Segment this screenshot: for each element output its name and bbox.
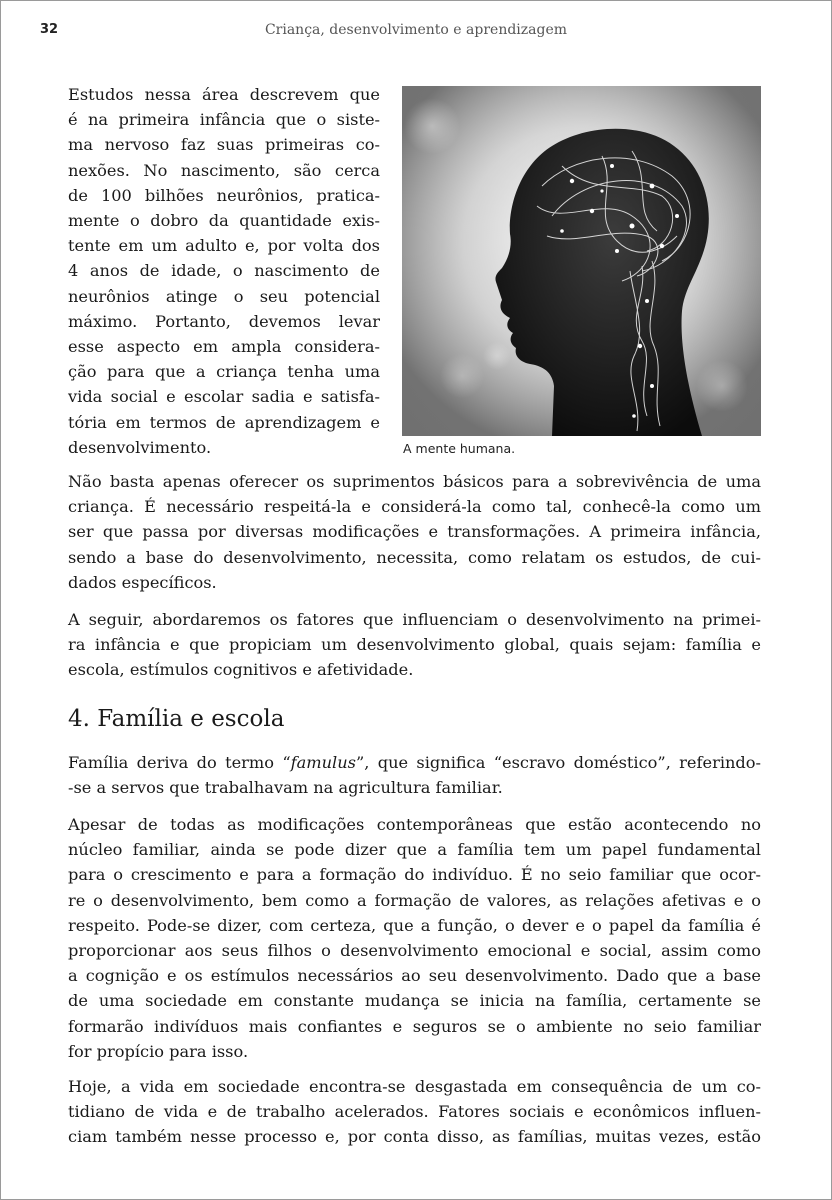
text-line: A seguir, abordaremos os fatores que influenciam o desenvolvimento na primei-	[68, 610, 761, 629]
paragraph	[68, 812, 761, 1064]
page-number: 32	[40, 22, 59, 37]
text-line: Apesar de todas as modificações contemporâneas que estão acontecendo no	[68, 815, 761, 834]
text-line: respeito. Pode-se dizer, com certeza, que a função, o dever e o papel da família é	[68, 915, 761, 935]
text-line: proporcionar aos seus filhos o desenvolvimento emocional e social, assim como	[68, 941, 761, 961]
intro-paragraph	[68, 82, 380, 460]
text-line	[68, 750, 761, 775]
text-line: neurônios atinge o seu potencial	[68, 286, 380, 306]
text-line: tidiano de vida e de trabalho acelerados. Fatores sociais e econômicos influen-	[68, 1102, 761, 1122]
text-line: Não basta apenas oferecer os suprimentos básicos para a sobrevivência de uma	[68, 472, 761, 491]
text-line: de 100 bilhões neurônios, pratica-	[68, 185, 380, 205]
section-heading: 4. Família e escola	[68, 706, 285, 732]
text-line: ciam também nesse processo e, por conta disso, as famílias, muitas vezes, estão	[68, 1127, 761, 1147]
text-line: escola, estímulos cognitivos e afetividade.	[68, 660, 414, 680]
text-line: tente em um adulto e, por volta dos	[68, 236, 380, 256]
text-line: ção para que a criança tenha uma	[68, 362, 380, 382]
text-line: Hoje, a vida em sociedade encontra-se desgastada em consequência de um co-	[68, 1077, 761, 1096]
text-line: dados específicos.	[68, 572, 217, 592]
running-title: Criança, desenvolvimento e aprendizagem	[264, 22, 568, 38]
human-head-illustration	[402, 86, 761, 436]
text-line: núcleo familiar, ainda se pode dizer que a família tem um papel fundamental	[68, 840, 761, 860]
text-line: vida social e escolar sadia e satisfa-	[68, 387, 380, 407]
text-line: de uma sociedade em constante mudança se inicia na família, certamente se	[68, 991, 761, 1011]
text-line: ra infância e que propiciam um desenvolvimento global, quais sejam: família e	[68, 635, 761, 655]
text-line: tória em termos de aprendizagem e	[68, 412, 380, 432]
text-line: mente o dobro da quantidade exis-	[68, 211, 380, 231]
text-line: a cognição e os estímulos necessários ao seu desenvolvimento. Dado que a base	[68, 966, 761, 986]
text-line: ser que passa por diversas modificações e transformações. A primeira infância,	[68, 522, 761, 542]
text-line: é na primeira infância que o siste-	[68, 110, 380, 130]
text-line: re o desenvolvimento, bem como a formação de valores, as relações afetivas e o	[68, 890, 761, 910]
text-line: esse aspecto em ampla considera-	[68, 337, 380, 357]
paragraph	[68, 1074, 761, 1150]
text-line: nexões. No nascimento, são cerca	[68, 160, 380, 180]
text-line: criança. É necessário respeitá-la e considerá-la como tal, conhecê-la como um	[68, 497, 761, 517]
paragraph	[68, 607, 761, 683]
text-line: formarão indivíduos mais confiantes e seguros se o ambiente no seio familiar	[68, 1016, 761, 1036]
text-run: ”, que significa “escravo doméstico”, referindo-	[355, 753, 761, 772]
paragraph	[68, 750, 761, 800]
text-line: para o crescimento e para a formação do indivíduo. É no seio familiar que ocor-	[68, 865, 761, 885]
page-header	[0, 22, 832, 42]
text-run: Família deriva do termo “	[68, 753, 291, 772]
text-line: ma nervoso faz suas primeiras co-	[68, 135, 380, 155]
text-line: desenvolvimento.	[68, 437, 212, 457]
text-line: for propício para isso.	[68, 1041, 249, 1061]
text-line: Estudos nessa área descrevem que	[68, 85, 380, 104]
italic-term: famulus	[290, 753, 356, 772]
figure-caption: A mente humana.	[403, 441, 516, 456]
text-line: 4 anos de idade, o nascimento de	[68, 261, 380, 281]
paragraph	[68, 469, 761, 595]
brain-figure	[402, 86, 761, 436]
text-line: sendo a base do desenvolvimento, necessita, como relatam os estudos, de cui-	[68, 547, 761, 567]
text-line: -se a servos que trabalhavam na agricultura familiar.	[68, 778, 503, 798]
text-line: máximo. Portanto, devemos levar	[68, 311, 380, 331]
